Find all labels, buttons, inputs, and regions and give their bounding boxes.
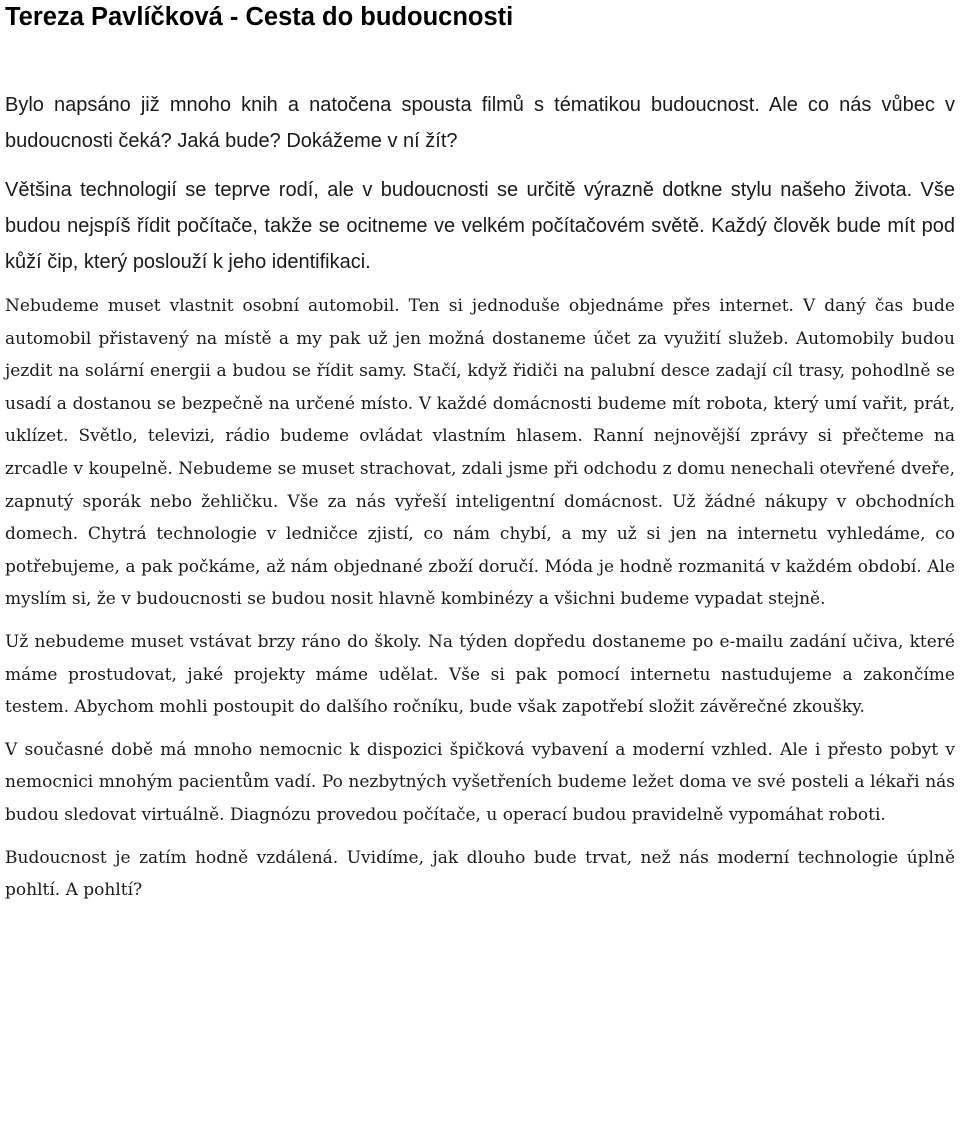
document-title: Tereza Pavlíčková - Cesta do budoucnosti [5,3,514,31]
paragraph-school: Už nebudeme muset vstávat brzy ráno do školy. Na týden dopředu dostaneme po e-mailu zadání učiva, které máme prostudovat, jaké projekty máme udělat. Vše si pak pomocí internetu nastudujeme a zakončíme testem. Abychom mohli postoupit do dalšího ročníku, bude však zapotřebí složit závěrečné zkoušky. [5,631,955,718]
paragraph-intro: Bylo napsáno již mnoho knih a natočena spousta filmů s tématikou budoucnost. Ale co nás vůbec v budoucnosti čeká? Jaká bude? Dokážeme v ní žít? [5,94,955,152]
paragraph-hospitals: V současné době má mnoho nemocnic k dispozici špičková vybavení a moderní vzhled. Ale i přesto pobyt v nemocnici mnohým pacientům vadí. Po nezbytných vyšetřeních budeme ležet doma ve své posteli a lékaři nás budou sledovat virtuálně. Diagnózu provedou počítače, u operací budou pravidelně vypomáhat roboti. [5,739,955,825]
paragraph-conclusion: Budoucnost je zatím hodně vzdálená. Uvidíme, jak dlouho bude trvat, než nás moderní technologie úplně pohltí. A pohltí? [5,847,955,901]
paragraph-technology: Většina technologií se teprve rodí, ale v budoucnosti se určitě výrazně dotkne stylu našeho života. Vše budou nejspíš řídit počítače, takže se ocitneme ve velkém počítačovém světě. Každý člověk bude mít pod kůží čip, který poslouží k jeho identifikaci. [5,179,955,273]
paragraph-daily-life: Nebudeme muset vlastnit osobní automobil. Ten si jednoduše objednáme přes internet. V daný čas bude automobil přistavený na místě a my pak už jen možná dostaneme účet za využití služeb. Automobily budou jezdit na solární energii a budou se řídit samy. Stačí, když řidiči na palubní desce zadají cíl trasy, pohodlně se usadí a dostanou se bezpečně na určené místo. V každé domácnosti budeme mít robota, který umí vařit, prát, uklízet. Světlo, televizi, rádio budeme ovládat vlastním hlasem. Ranní nejnovější zprávy si přečteme na zrcadle v koupelně. Nebudeme se muset strachovat, zdali jsme při odchodu z domu nenechali otevřené dveře, zapnutý sporák nebo žehličku. Vše za nás vyřeší inteligentní domácnost. Už žádné nákupy v obchodních domech. Chytrá technologie v ledničce zjistí, co nám chybí, a my už si jen na internetu vyhledáme, co potřebujeme, a pak počkáme, až nám objednané zboží doručí. Móda je hodně rozmanitá v každém období. Ale myslím si, že v budoucnosti se budou nosit hlavně kombinézy a všichni budeme vypadat stejně. [5,296,955,610]
